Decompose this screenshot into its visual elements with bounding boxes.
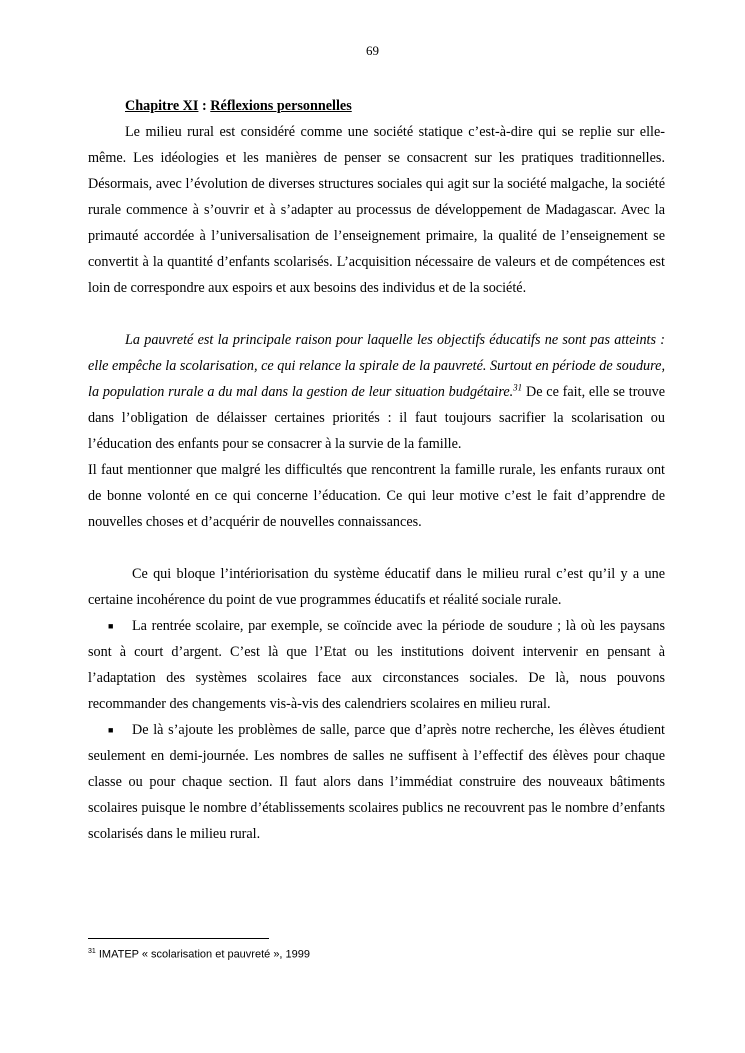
poverty-consequence: De ce fait, elle se trouve dans l’obligation de délaisser certaines priorités : il faut toujours sacrifier la scolarisation ou l’éducation des enfants pour se consacrer à la survie de la famille. [88,384,665,452]
bullet-text: De là s’ajoute les problèmes de salle, parce que d’après notre recherche, les élèves étudient seulement en demi-journée. Les nombres de salles ne suffisent à l’effectif des élèves pour chaque classe ou pour chaque section. Il faut alors dans l’immédiat construire des nouveaux bâtiments scolaires puisque le nombre d’établissements scolaires publics ne recouvrent pas le nombre d’enfants scolarisés dans le milieu rural. [88,722,665,842]
footnote [88,948,310,961]
chapter-heading [88,93,665,119]
footnote-text: IMATEP « scolarisation et pauvreté », 1999 [98,948,311,961]
poverty-quote: La pauvreté est la principale raison pour laquelle les objectifs éducatifs ne sont pas atteints : elle empêche la scolarisation, ce qui relance la spirale de la pauvreté. Surtout en période de soudure, la population rurale a du mal dans la gestion de leur situation budgétaire. [88,332,665,400]
paragraph-poverty [88,327,665,457]
bullet-text: La rentrée scolaire, par exemple, se coïncide avec la période de soudure ; là où les paysans sont à court d’argent. C’est là que l’Etat ou les institutions doivent intervenir en pensant à l’adaptation des systèmes scolaires face aux circonstances sociales. De là, nous pouvons recommander des changements vis-à-vis des calendriers scolaires en milieu rural. [88,618,665,712]
bullet-square-icon: ■ [108,621,114,631]
bullet-item [88,717,665,847]
document-body [88,93,665,847]
chapter-separator: : [198,98,211,114]
bullet-item [88,613,665,717]
bullet-square-icon: ■ [108,725,114,735]
paragraph-intro: Le milieu rural est considéré comme une société statique c’est-à-dire qui se replie sur elle-même. Les idéologies et les manières de penser se consacrent sur les pratiques traditionnelles. Désormais, avec l’évolution de diverses structures sociales qui agit sur la société malgache, la société rurale commence à s’ouvrir et à s’adapter au processus de développement de Madagascar. Avec la primauté accordée à l’universalisation de l’enseignement primaire, la qualité de l’enseignement se convertit à la quantité d’enfants scolarisés. L’acquisition nécessaire de valeurs et de compétences est loin de correspondre aux espoirs et aux besoins des individus et de la société. [88,124,665,296]
footnote-number: 31 [88,948,96,955]
footnote-reference[interactable]: 31 [513,382,523,393]
paragraph-incoherence: Ce qui bloque l’intériorisation du système éducatif dans le milieu rural c’est qu’il y a une certaine incohérence du point de vue programmes éducatifs et réalité sociale rurale. [88,566,665,608]
chapter-title: Réflexions personnelles [210,98,352,114]
footnote-divider [88,938,269,939]
paragraph-motivation: Il faut mentionner que malgré les difficultés que rencontrent la famille rurale, les enfants ruraux ont de bonne volonté en ce qui concerne l’éducation. Ce qui leur motive c’est le fait d’apprendre de nouvelles choses et d’acquérir de nouvelles connaissances. [88,462,665,530]
page-number: 69 [366,43,379,58]
chapter-label: Chapitre XI [125,98,199,114]
